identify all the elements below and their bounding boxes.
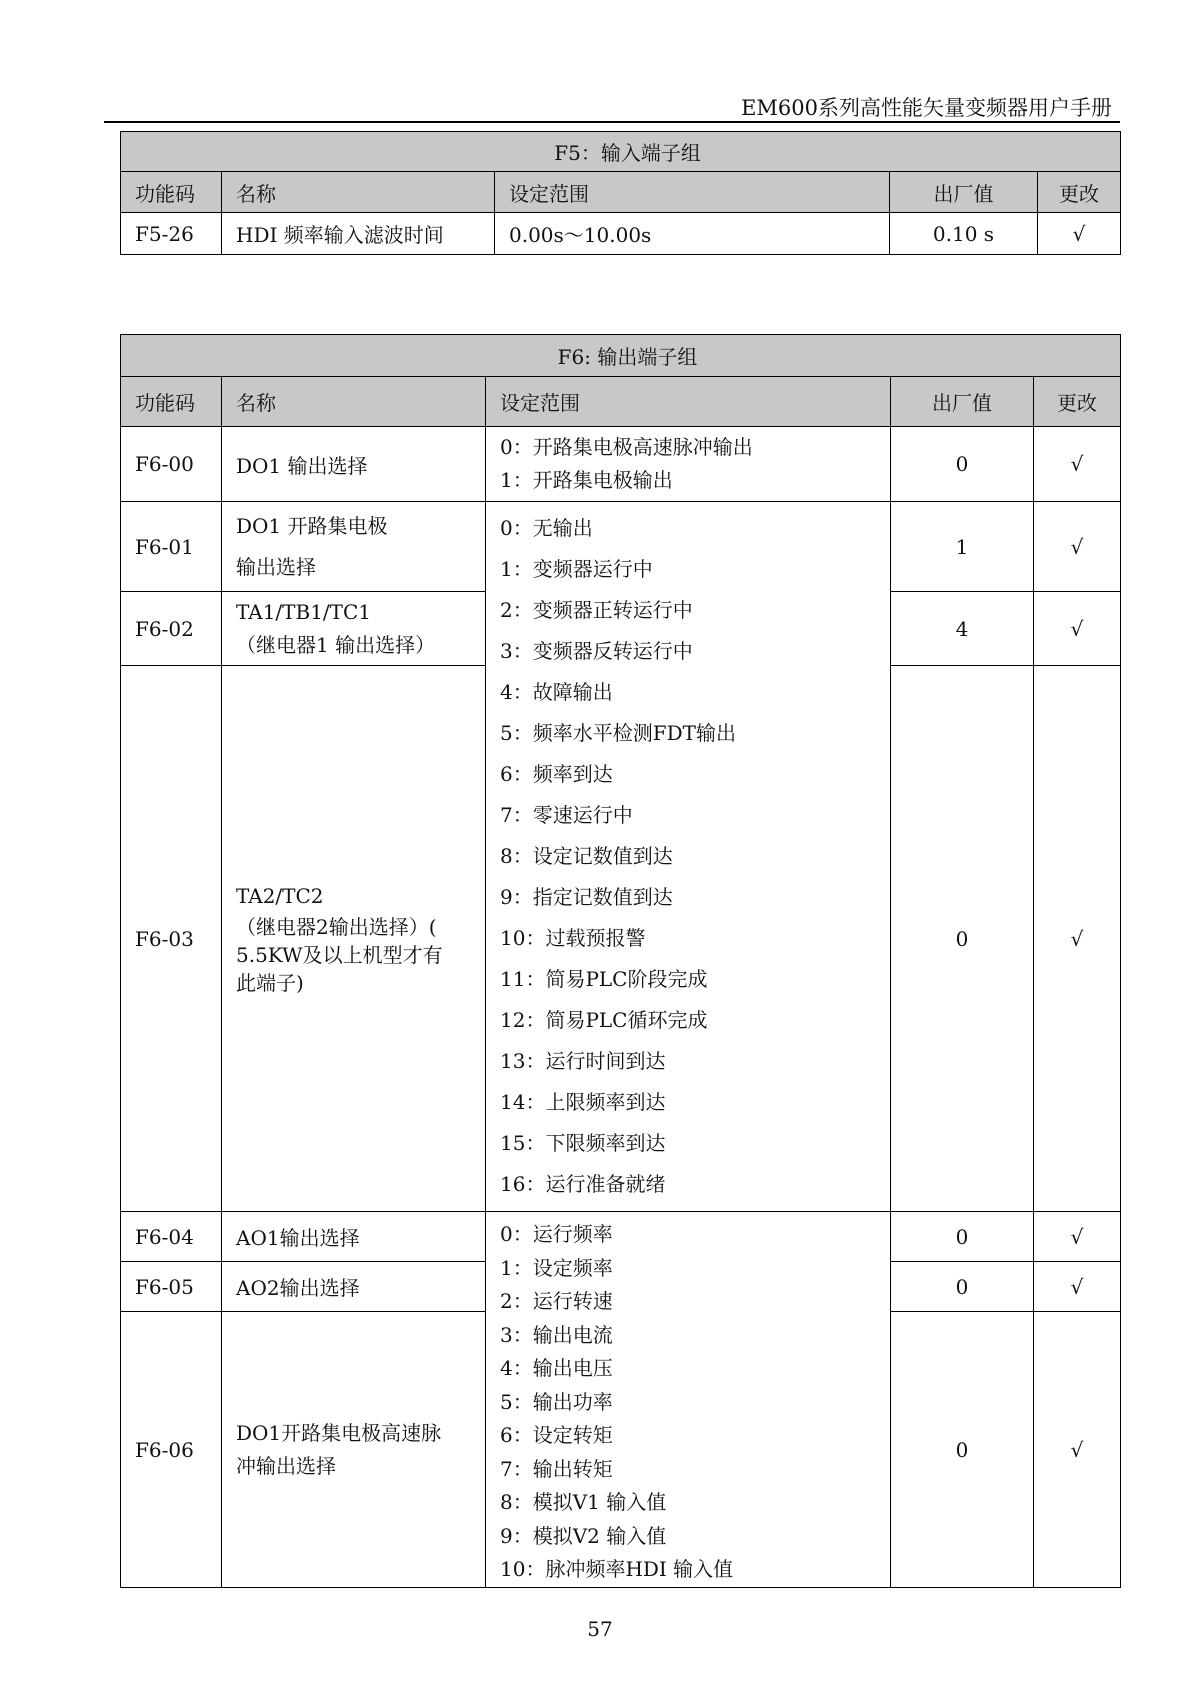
param-name-line: （继电器1 输出选择） bbox=[236, 632, 436, 657]
range-option: 9：模拟V2 输入值 bbox=[500, 1523, 667, 1548]
param-name-line: TA2/TC2 bbox=[236, 884, 324, 908]
range-option: 5：输出功率 bbox=[500, 1389, 613, 1414]
param-name-line: 此端子) bbox=[236, 971, 304, 995]
f6-header-row bbox=[121, 377, 1121, 427]
param-name-line: DO1 开路集电极 bbox=[236, 513, 388, 538]
range-option: 7：零速运行中 bbox=[500, 803, 633, 827]
f6-group-title: F6: 输出端子组 bbox=[121, 335, 1121, 377]
range-option: 5：频率水平检测FDT输出 bbox=[500, 721, 736, 745]
range-option: 10：过载预报警 bbox=[500, 926, 646, 950]
table-row bbox=[121, 502, 1121, 592]
param-name-line: 5.5KW及以上机型才有 bbox=[236, 943, 443, 967]
param-name: HDI 频率输入滤波时间 bbox=[222, 213, 495, 255]
manual-header-title: EM600系列高性能矢量变频器用户手册 bbox=[741, 96, 1112, 120]
param-name: AO2输出选择 bbox=[222, 1262, 486, 1312]
param-code: F6-06 bbox=[121, 1312, 222, 1588]
range-option: 2：运行转速 bbox=[500, 1289, 613, 1314]
table-row bbox=[121, 427, 1121, 502]
col-header-range: 设定范围 bbox=[495, 172, 890, 213]
range-option: 0：开路集电极高速脉冲输出 bbox=[500, 435, 753, 459]
col-header-change: 更改 bbox=[1034, 377, 1121, 427]
page-number: 57 bbox=[587, 1617, 613, 1641]
f5-group-title: F5：输入端子组 bbox=[121, 132, 1121, 172]
f5-group-title-row bbox=[121, 132, 1121, 172]
param-change: √ bbox=[1038, 213, 1121, 255]
param-change: √ bbox=[1034, 427, 1121, 502]
param-code: F6-00 bbox=[121, 427, 222, 502]
param-name-line: （继电器2输出选择）( bbox=[236, 915, 437, 939]
range-option: 6：设定转矩 bbox=[500, 1423, 613, 1448]
param-name-line: DO1开路集电极高速脉 bbox=[236, 1420, 442, 1445]
param-code: F6-01 bbox=[121, 502, 222, 592]
range-option: 1：变频器运行中 bbox=[500, 557, 653, 581]
param-default: 0.10 s bbox=[890, 213, 1038, 255]
param-name bbox=[222, 502, 486, 592]
param-range: 0.00s～10.00s bbox=[495, 213, 890, 255]
range-option: 12：简易PLC循环完成 bbox=[500, 1008, 708, 1032]
param-code: F6-04 bbox=[121, 1212, 222, 1262]
param-name-line: TA1/TB1/TC1 bbox=[236, 599, 372, 624]
range-option: 2：变频器正转运行中 bbox=[500, 598, 693, 622]
param-name: DO1 输出选择 bbox=[222, 427, 486, 502]
param-default: 0 bbox=[891, 1312, 1034, 1588]
f5-parameter-table bbox=[120, 131, 1121, 255]
param-name bbox=[222, 1312, 486, 1588]
param-default: 4 bbox=[891, 592, 1034, 666]
ao-output-range bbox=[486, 1212, 891, 1588]
param-default: 0 bbox=[891, 1212, 1034, 1262]
param-name bbox=[222, 666, 486, 1212]
range-option: 13：运行时间到达 bbox=[500, 1049, 666, 1073]
f6-group-title-row bbox=[121, 335, 1121, 377]
param-change: √ bbox=[1034, 502, 1121, 592]
param-default: 0 bbox=[891, 666, 1034, 1212]
f5-header-row bbox=[121, 172, 1121, 213]
do-output-range bbox=[486, 502, 891, 1212]
col-header-default: 出厂值 bbox=[891, 377, 1034, 427]
param-change: √ bbox=[1034, 1212, 1121, 1262]
col-header-range: 设定范围 bbox=[486, 377, 891, 427]
col-header-default: 出厂值 bbox=[890, 172, 1038, 213]
col-header-name: 名称 bbox=[222, 377, 486, 427]
param-default: 1 bbox=[891, 502, 1034, 592]
range-option: 16：运行准备就绪 bbox=[500, 1172, 666, 1196]
range-option: 1：开路集电极输出 bbox=[500, 468, 673, 492]
param-name-line: 输出选择 bbox=[236, 554, 316, 579]
range-option: 0：无输出 bbox=[500, 516, 593, 540]
param-range bbox=[486, 427, 891, 502]
range-option: 4：输出电压 bbox=[500, 1356, 613, 1381]
param-default: 0 bbox=[891, 427, 1034, 502]
col-header-code: 功能码 bbox=[121, 172, 222, 213]
col-header-change: 更改 bbox=[1038, 172, 1121, 213]
range-option: 10：脉冲频率HDI 输入值 bbox=[500, 1557, 734, 1582]
range-option: 1：设定频率 bbox=[500, 1255, 613, 1280]
col-header-code: 功能码 bbox=[121, 377, 222, 427]
range-option: 4：故障输出 bbox=[500, 680, 613, 704]
param-code: F6-05 bbox=[121, 1262, 222, 1312]
param-change: √ bbox=[1034, 1312, 1121, 1588]
range-option: 3：输出电流 bbox=[500, 1322, 613, 1347]
range-option: 15：下限频率到达 bbox=[500, 1131, 666, 1155]
param-change: √ bbox=[1034, 592, 1121, 666]
param-code: F6-02 bbox=[121, 592, 222, 666]
range-option: 14：上限频率到达 bbox=[500, 1090, 666, 1114]
table-row bbox=[121, 213, 1121, 255]
param-change: √ bbox=[1034, 1262, 1121, 1312]
param-code: F6-03 bbox=[121, 666, 222, 1212]
f6-parameter-table bbox=[120, 334, 1121, 1588]
range-option: 11：简易PLC阶段完成 bbox=[500, 967, 708, 991]
range-option: 8：设定记数值到达 bbox=[500, 844, 673, 868]
range-option: 0：运行频率 bbox=[500, 1222, 613, 1247]
range-option: 8：模拟V1 输入值 bbox=[500, 1490, 667, 1515]
param-name bbox=[222, 592, 486, 666]
header-rule bbox=[104, 121, 1120, 123]
param-default: 0 bbox=[891, 1262, 1034, 1312]
param-name-line: 冲输出选择 bbox=[236, 1453, 336, 1478]
range-option: 7：输出转矩 bbox=[500, 1456, 613, 1481]
col-header-name: 名称 bbox=[222, 172, 495, 213]
range-option: 9：指定记数值到达 bbox=[500, 885, 673, 909]
param-code: F5-26 bbox=[121, 213, 222, 255]
range-option: 3：变频器反转运行中 bbox=[500, 639, 693, 663]
param-name: AO1输出选择 bbox=[222, 1212, 486, 1262]
range-option: 6：频率到达 bbox=[500, 762, 613, 786]
table-row bbox=[121, 1212, 1121, 1262]
param-change: √ bbox=[1034, 666, 1121, 1212]
